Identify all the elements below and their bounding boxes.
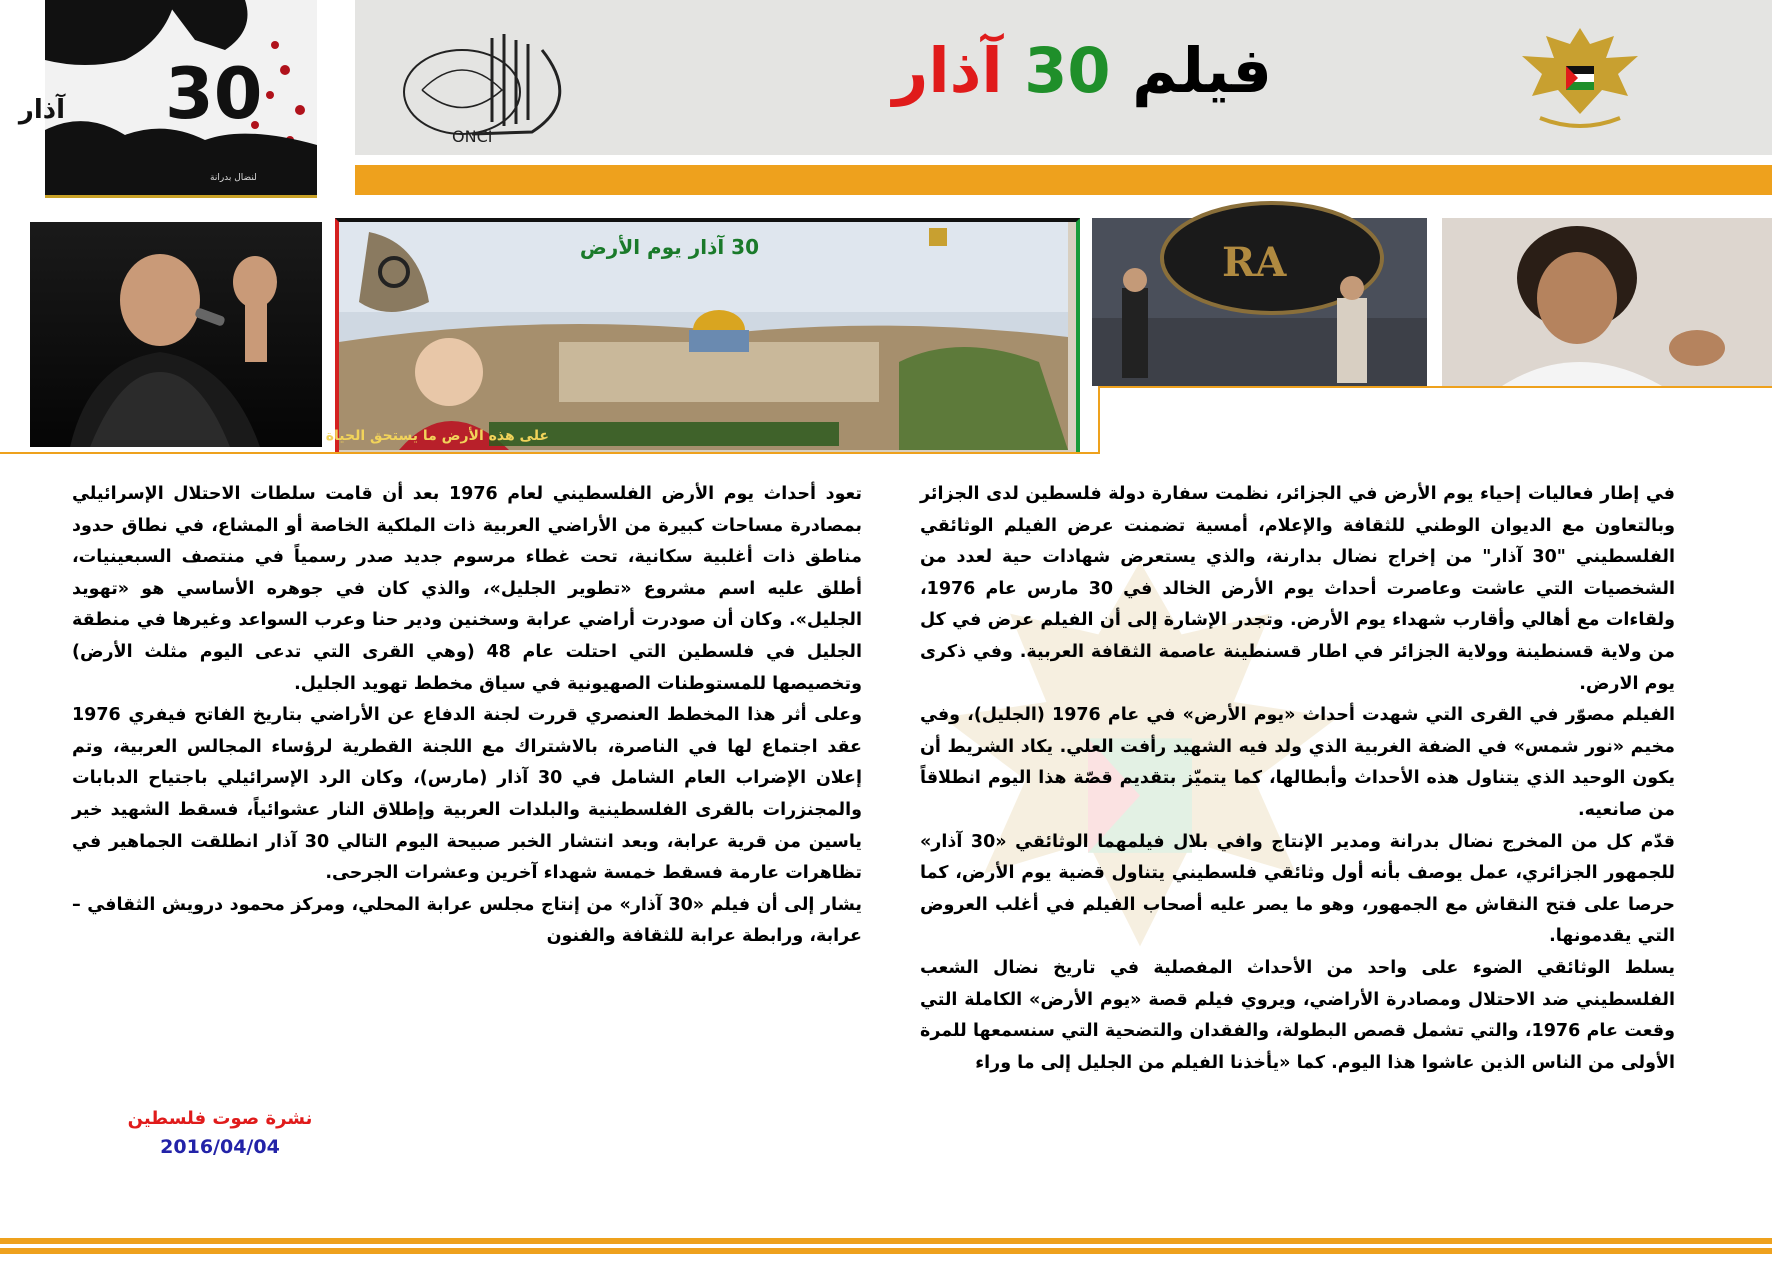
- title-word-month: آذار: [892, 34, 1003, 107]
- article-left-column: [72, 479, 862, 953]
- footer-line: [0, 1248, 1772, 1254]
- article-source: نشرة صوت فلسطين: [127, 1108, 313, 1129]
- title-word-film: فيلم: [1132, 34, 1272, 107]
- poster-number: 30: [165, 53, 263, 135]
- article-paragraph: يشار إلى أن فيلم «30 آذار» من إنتاج مجلس عرابة المحلي، ومركز محمود درويش الثقافي – عرابة، ورابطة عرابة للثقافة والفنون: [72, 894, 862, 947]
- article-paragraph: يسلط الوثائقي الضوء على واحد من الأحداث المفصلية في تاريخ نضال الشعب الفلسطيني ضد الاحتلال ومصادرة الأراضي، ويروي فيلم قصة «يوم الأرض» الكاملة التي وقعت عام 1976، والتي تشمل قصص البطولة، والفقدان والتضحية التي سنسمعها للمرة الأولى من الناس الذين عاشوا هذا اليوم. كما «يأخذنا الفيلم من الجليل إلى ما وراء: [920, 957, 1675, 1073]
- frame-line-middle: [0, 452, 1100, 454]
- page-title: [892, 34, 1272, 107]
- land-day-title: 30 آذار يوم الأرض: [579, 235, 759, 259]
- palestine-eagle-emblem-icon: [1510, 22, 1650, 137]
- photo-cinema-entrance: [1092, 218, 1427, 386]
- frame-line-vertical: [1098, 386, 1100, 454]
- frame-line-top-right: [1100, 386, 1772, 388]
- article-right-column: [920, 479, 1675, 1079]
- article-paragraph: وعلى أثر هذا المخطط العنصري قررت لجنة الدفاع عن الأراضي بتاريخ الفاتح فيفري 1976 عقد اجتماع لها في الناصرة، بالاشتراك مع اللجنة القطرية لرؤساء المجالس العربية، وتم إعلان الإضراب العام الشامل في 30 آذار (مارس)، وكان الرد الإسرائيلي باجتياح الدبابات والمجنزرات بالقرى الفلسطينية والبلدات العربية وإطلاق النار عشوائياً، فسقط الشهيد خير ياسين من قرية عرابة، وبعد انتشار الخبر صبيحة اليوم التالي 30 آذار انطلقت الجماهير في تظاهرات عارمة فسقط خمسة شهداء آخرين وعشرات الجرحى.: [72, 705, 862, 884]
- article-paragraph: قدّم كل من المخرج نضال بدرانة ومدير الإنتاج وافي بلال فيلمهما الوثائقي «30 آذار» للجمهور الجزائري، عمل يوصف بأنه أول وثائقي فلسطيني يتناول قضية يوم الأرض، كما حرصا على فتح النقاش مع الجمهور، وهو ما يصر عليه أصحاب الفيلم في أغلب العروض التي يقدمونها.: [920, 831, 1675, 947]
- poster-month: آذار: [18, 95, 65, 125]
- header-orange-bar: [355, 165, 1772, 195]
- land-day-poster-image: [325, 218, 1080, 454]
- photo-director-singing: [30, 222, 322, 447]
- title-number: 30: [1024, 34, 1111, 107]
- footer-line: [0, 1238, 1772, 1244]
- onci-calligraphy-logo-icon: [392, 30, 597, 148]
- photo-portrait-man: [1442, 218, 1772, 386]
- article-paragraph: تعود أحداث يوم الأرض الفلسطيني لعام 1976 بعد أن قامت سلطات الاحتلال الإسرائيلي بمصادرة مساحات كبيرة من الأراضي العربية ذات الملكية الخاصة أو المشاع، في نطاق حدود مناطق ذات أغلبية سكانية، تحت غطاء مرسوم جديد صدر رسمياً في منتصف السبعينيات، أطلق عليه اسم مشروع «تطوير الجليل»، والذي كان في جوهره الأساسي هو «تهويد الجليل». وكان أن صودرت أراضي عرابة وسخنين ودير حنا وعرب السواعد وغيرها في منطقة الجليل في فلسطين التي احتلت عام 48 (وهي القرى التي تدعى اليوم مثلث الأرض) وتخصيصها للمستوطنات الصهيونية في سياق مخطط تهويد الجليل.: [72, 484, 862, 694]
- onci-logo-text: ONCI: [452, 127, 493, 146]
- film-poster-image: [18, 0, 317, 198]
- ra-monogram-icon: RA: [1222, 239, 1287, 286]
- article-paragraph: في إطار فعاليات إحياء يوم الأرض في الجزائر، نظمت سفارة دولة فلسطين لدى الجزائر وبالتعاون مع الديوان الوطني للثقافة والإعلام، أمسية تضمنت عرض الفيلم الوثائقي الفلسطيني "30 آذار" من إخراج نضال بدارنة، والذي يستعرض شهادات حية لعدد من الشخصيات التي عاشت وعاصرت أحداث يوم الأرض الخالد في 30 مارس عام 1976، ولقاءات مع أهالي وأقارب شهداء يوم الأرض. وتجدر الإشارة إلى أن الفيلم عرض في كل من ولاية قسنطينة وولاية الجزائر في اطار قسنطينة عاصمة الثقافة العربية. وفي ذكرى يوم الارض.: [920, 484, 1675, 694]
- poster-caption: لنضال بدرانة: [210, 173, 257, 183]
- article-paragraph: الفيلم مصوّر في القرى التي شهدت أحداث «يوم الأرض» في عام 1976 (الجليل)، وفي مخيم «نور شمس» في الضفة الغربية الذي ولد فيه الشهيد رأفت العلي. يكاد الشريط أن يكون الوحيد الذي يتناول هذه الأحداث وأبطالها، كما يتميّز بتقديم قصّة هذا اليوم انطلاقاً من صانعيه.: [920, 705, 1675, 820]
- article-date: 2016/04/04: [160, 1136, 280, 1158]
- land-day-slogan: على هذه الأرض ما يستحق الحياة: [325, 428, 549, 444]
